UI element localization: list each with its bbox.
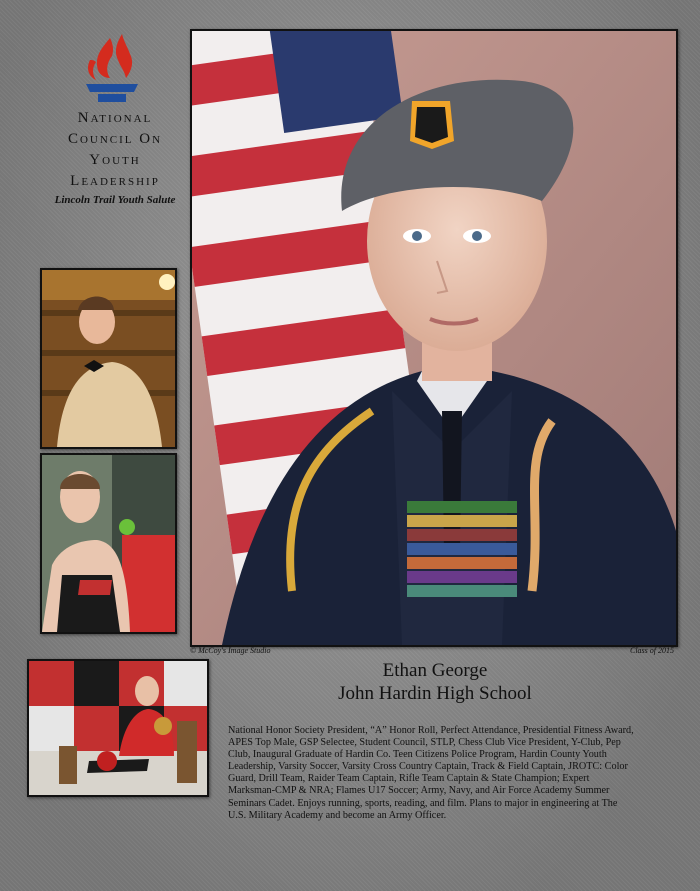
tuxedo-photo bbox=[40, 268, 177, 449]
student-bio: National Honor Society President, “A” Honor Roll, Perfect Attendance, Presidential Fitness Award, APES Top Male, GSP Selectee, Student Council, STLP, Chess Club Vice President, Y-Club, Pep Club, Inaugural Graduate of Hardin Co. Teen Citizens Police Program, Hardin County Youth Leadership, Varsity Soccer, Varsity Cross Country Captain, Track & Field Captain, JROTC: Color Guard, Drill Team, Raider Team Captain, Rifle Team Captain & State Champion; Expert Marksman-CMP & NRA; Flames U17 Soccer; Army, Navy, and Air Force Academy Summer Seminars Cadet. Enjoys running, sports, reading, and film. Plans to major in engineering at The U.S. Military Academy and become an Army Officer. bbox=[228, 725, 634, 821]
student-name: Ethan George bbox=[382, 660, 488, 681]
org-name-line-2: Council On bbox=[67, 131, 163, 147]
soccer-photo bbox=[27, 659, 209, 797]
org-subtitle: Lincoln Trail Youth Salute bbox=[54, 194, 176, 206]
org-name-line-4: Leadership bbox=[70, 173, 160, 189]
class-year: Class of 2015 bbox=[629, 646, 674, 655]
torch-logo-icon bbox=[80, 30, 144, 112]
org-name-line-1: National bbox=[77, 110, 153, 126]
photo-credit: © McCoy's Image Studio bbox=[190, 646, 271, 655]
main-portrait-photo bbox=[190, 29, 678, 647]
org-name-line-3: Youth bbox=[89, 152, 141, 168]
wrestling-photo bbox=[40, 453, 177, 634]
school-name: John Hardin High School bbox=[338, 683, 532, 704]
